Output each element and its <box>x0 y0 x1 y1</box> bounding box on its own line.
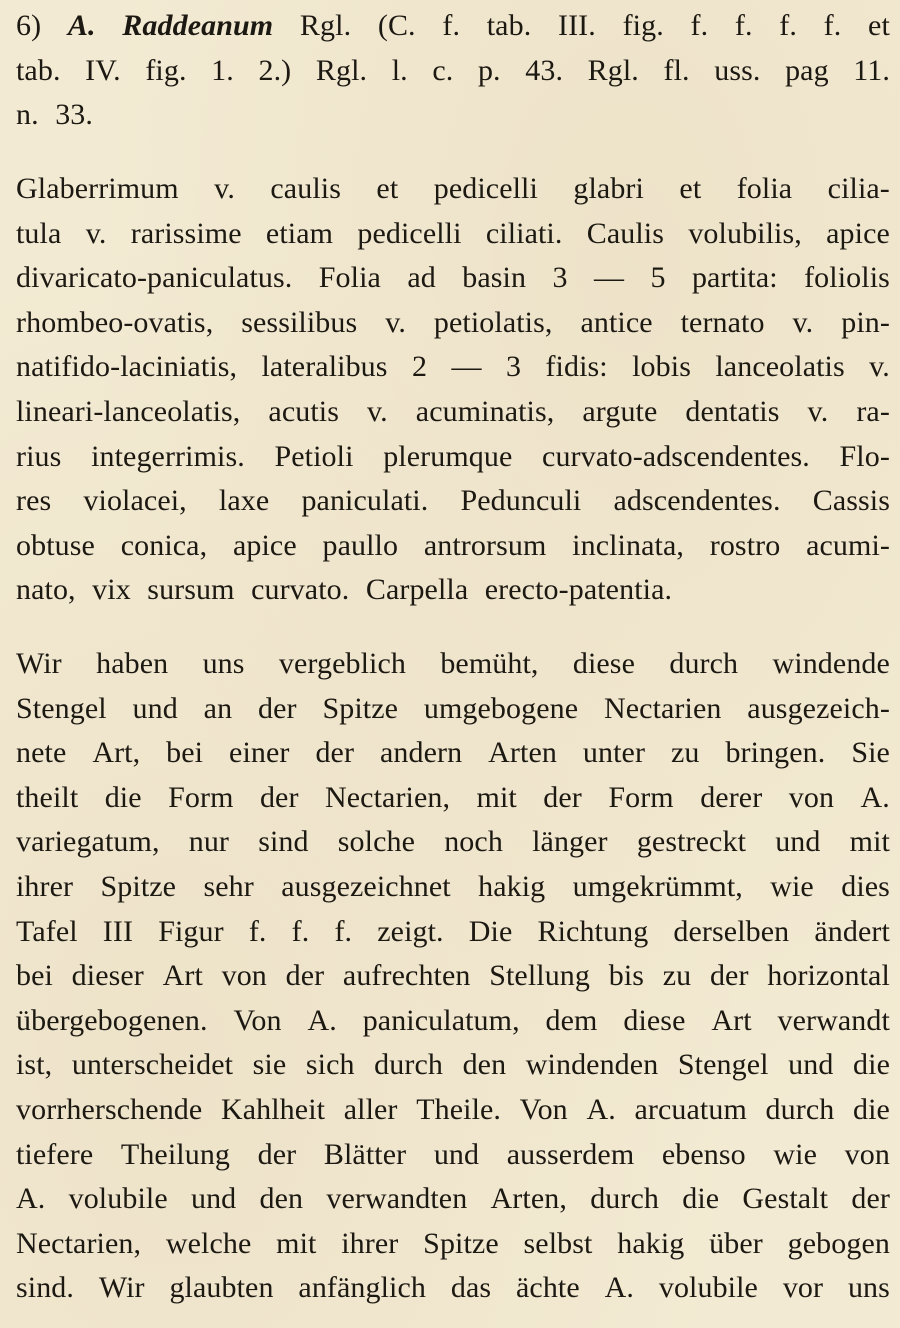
word: Wir <box>98 1271 145 1305</box>
word: adscendentes. <box>613 484 781 518</box>
word: Kahlheit <box>220 1092 326 1126</box>
text-line <box>16 390 890 435</box>
text-line <box>16 301 890 346</box>
text-line <box>16 865 890 910</box>
word: nur <box>188 825 230 859</box>
word: welche <box>165 1226 252 1260</box>
word: sie <box>252 1048 287 1082</box>
text-line <box>16 568 890 613</box>
word: dem <box>545 1003 598 1037</box>
text-line <box>16 776 890 821</box>
word: Rgl. <box>299 9 352 42</box>
word: unterscheidet <box>71 1048 234 1082</box>
word: uns <box>847 1271 890 1305</box>
word: einer <box>229 736 290 770</box>
word: selbst <box>523 1226 593 1260</box>
word: Arten <box>488 736 557 770</box>
word: zu <box>670 736 700 770</box>
word: bei <box>16 959 53 993</box>
word: fidis: <box>545 350 608 384</box>
word: dentatis <box>685 394 780 428</box>
word: acumi- <box>806 528 890 562</box>
word: pin- <box>841 305 890 339</box>
word: uns <box>202 647 245 680</box>
text-line <box>16 212 890 257</box>
word: pedicelli <box>433 172 538 205</box>
word: der <box>543 780 582 814</box>
word: Richtung <box>537 914 649 948</box>
word: f. <box>334 914 353 948</box>
word: ist, <box>16 1048 53 1082</box>
word: Von <box>233 1003 282 1037</box>
word: fl. <box>663 53 690 87</box>
word: Petioli <box>274 439 354 473</box>
word: (C. <box>377 9 416 42</box>
word: pedicelli <box>357 216 462 250</box>
text-line <box>16 256 890 301</box>
word: Form <box>608 780 674 814</box>
word: Gestalt <box>742 1182 829 1216</box>
word: die <box>853 1048 890 1082</box>
word: verwandt <box>777 1003 890 1037</box>
word: bis <box>608 959 645 993</box>
word: die <box>682 1182 720 1216</box>
word: plerumque <box>383 439 513 473</box>
word: von <box>844 1137 890 1171</box>
word: v. <box>869 350 890 384</box>
word: horizontal <box>767 959 890 993</box>
text-line <box>16 999 890 1044</box>
word: p. <box>477 53 501 87</box>
word: derselben <box>673 914 790 948</box>
word: mit <box>849 825 890 859</box>
word: fig. <box>622 9 664 42</box>
word: rostro <box>709 528 781 562</box>
word: bei <box>166 736 204 770</box>
word: Blätter <box>323 1137 407 1171</box>
word: caulis <box>270 172 341 205</box>
word: über <box>709 1226 763 1260</box>
word: paniculatum, <box>362 1003 520 1037</box>
word: ihrer <box>341 1226 399 1260</box>
word: die <box>104 780 142 814</box>
word: Cassis <box>812 484 890 518</box>
word: Flo- <box>839 439 890 473</box>
word: v. <box>367 394 388 428</box>
word: 2.) <box>258 53 292 87</box>
word: Glaberrimum <box>16 172 179 205</box>
word: tab. <box>16 53 61 87</box>
word: windende <box>772 647 890 680</box>
word: ausserdem <box>506 1137 635 1171</box>
word: petiolatis, <box>433 305 553 339</box>
word: diese <box>572 647 635 680</box>
word: Nectarien, <box>16 1226 142 1260</box>
word: nete <box>16 736 67 770</box>
word: violacei, <box>83 484 187 518</box>
word: apice <box>232 528 297 562</box>
word: übergebogenen. <box>16 1003 208 1037</box>
word: A. <box>67 9 96 42</box>
word: Tafel <box>16 914 78 948</box>
word: die <box>853 1092 890 1126</box>
word: aller <box>343 1092 398 1126</box>
word: ausgezeich- <box>747 691 890 725</box>
word: Stengel <box>677 1048 769 1082</box>
word: paniculati. <box>301 484 429 518</box>
word: basin <box>462 261 527 295</box>
word: der <box>257 1137 297 1171</box>
word: acutis <box>268 394 339 428</box>
species-heading <box>16 4 890 138</box>
word: der <box>258 691 297 725</box>
word: Form <box>168 780 234 814</box>
word: Stengel <box>16 691 107 725</box>
word: 1. <box>211 53 234 87</box>
word: 11. <box>853 53 890 87</box>
word: von <box>788 780 835 814</box>
word: Figur <box>158 914 224 948</box>
word: lineari-lanceolatis, <box>16 394 241 428</box>
text-line <box>16 345 890 390</box>
text-line <box>16 4 890 49</box>
word: verwandten <box>326 1182 468 1216</box>
word: variegatum, <box>16 825 160 859</box>
word: Theilung <box>120 1137 231 1171</box>
word: Stellung <box>489 959 591 993</box>
word: apice <box>826 216 890 250</box>
word: obtuse <box>16 528 95 562</box>
word: f. <box>734 9 753 42</box>
word: durch <box>765 1092 835 1126</box>
word: andern <box>379 736 463 770</box>
word: und <box>775 825 821 859</box>
word: an <box>203 691 233 725</box>
word: das <box>450 1271 492 1305</box>
word: 43. <box>525 53 564 87</box>
word: sich <box>305 1048 355 1082</box>
word: c. <box>432 53 454 87</box>
word: antice <box>580 305 653 339</box>
word: Arten, <box>490 1182 567 1216</box>
word: umgekrümmt, <box>572 869 743 903</box>
word: unter <box>582 736 646 770</box>
text-line <box>16 524 890 569</box>
word: Art <box>162 959 203 993</box>
text-line <box>16 820 890 865</box>
word: der <box>285 959 325 993</box>
word: f. <box>779 9 797 42</box>
word: v. <box>792 305 814 339</box>
word: volubilis, <box>688 216 802 250</box>
word: f. <box>442 9 461 42</box>
word: länger <box>532 825 608 859</box>
word: und <box>433 1137 480 1171</box>
word: conica, <box>120 528 208 562</box>
word: solche <box>337 825 416 859</box>
word: umgebogene <box>423 691 579 725</box>
word: natifido-laciniatis, <box>16 350 238 384</box>
word: mit <box>476 780 517 814</box>
latin-description-paragraph <box>16 167 890 613</box>
word: Wir <box>16 647 62 680</box>
word: und <box>132 691 178 725</box>
word: Von <box>519 1092 568 1126</box>
word: vix <box>92 573 131 607</box>
word: v. <box>385 305 406 339</box>
word: erecto-patentia. <box>484 573 673 607</box>
word: durch <box>590 1182 659 1216</box>
word: sursum <box>147 573 235 607</box>
word: wie <box>770 869 814 903</box>
word: fig. <box>145 53 187 87</box>
word: curvato-adscendentes. <box>542 439 810 473</box>
word: glaubten <box>169 1271 274 1305</box>
word: durch <box>374 1048 443 1082</box>
word: sind <box>258 825 309 859</box>
text-line <box>16 954 890 999</box>
word: A. <box>860 780 890 814</box>
text-line <box>16 479 890 524</box>
word: volubile <box>68 1182 168 1216</box>
word: inclinata, <box>572 528 684 562</box>
word: sehr <box>203 869 254 903</box>
word: ciliati. <box>485 216 563 250</box>
word: etiam <box>265 216 334 250</box>
word: — <box>593 261 625 295</box>
word: 2 <box>411 350 428 384</box>
word: argute <box>582 394 658 428</box>
word: bringen. <box>725 736 826 770</box>
text-line <box>16 1177 890 1222</box>
word: vor <box>782 1271 824 1305</box>
word: lanceolatis <box>715 350 845 384</box>
text-line <box>16 1133 890 1178</box>
word: antrorsum <box>423 528 547 562</box>
word: vergeblich <box>278 647 406 680</box>
word: sind. <box>16 1271 75 1305</box>
word: f. <box>291 914 310 948</box>
word: Folia <box>318 261 381 295</box>
word: gebogen <box>787 1226 890 1260</box>
text-line <box>16 167 890 212</box>
word: dieser <box>71 959 144 993</box>
word: cilia- <box>827 172 890 205</box>
word: dies <box>841 869 890 903</box>
text-line <box>16 1222 890 1267</box>
word: A. <box>16 1182 46 1216</box>
word: paullo <box>322 528 399 562</box>
word: acuminatis, <box>415 394 555 428</box>
text-line <box>16 93 890 138</box>
word: ternato <box>680 305 765 339</box>
word: f. <box>690 9 709 42</box>
word: III. <box>558 9 596 42</box>
word: Nectarien <box>603 691 722 725</box>
word: arcuatum <box>634 1092 747 1126</box>
word: anfänglich <box>298 1271 427 1305</box>
word: curvato. <box>251 573 350 607</box>
word: f. <box>248 914 267 948</box>
word: den <box>462 1048 507 1082</box>
word: partita: <box>691 261 778 295</box>
word: Caulis <box>586 216 665 250</box>
word: et <box>376 172 399 205</box>
word: rius <box>16 439 62 473</box>
word: nato, <box>16 573 76 607</box>
word: tab. <box>486 9 532 42</box>
word: hakig <box>478 869 546 903</box>
text-line <box>16 642 890 687</box>
word: Carpella <box>365 573 469 607</box>
word: tula <box>16 216 62 250</box>
text-line <box>16 910 890 955</box>
word: pag <box>785 53 829 87</box>
word: den <box>259 1182 304 1216</box>
word: Sie <box>851 736 890 770</box>
word: windenden <box>525 1048 659 1082</box>
word: rhombeo-ovatis, <box>16 305 214 339</box>
word: zeigt. <box>377 914 444 948</box>
word: ihrer <box>16 869 74 903</box>
word: IV. <box>85 53 121 87</box>
word: et <box>679 172 702 205</box>
word: — <box>451 350 482 384</box>
word: und <box>788 1048 834 1082</box>
word: Rgl. <box>587 53 639 87</box>
word: lateralibus <box>261 350 388 384</box>
word: gestreckt <box>636 825 747 859</box>
word: Rgl. <box>315 53 368 87</box>
word: Raddeanum <box>122 9 274 42</box>
word: 33. <box>55 98 94 132</box>
word: res <box>16 484 52 518</box>
word: A. <box>307 1003 337 1037</box>
word: v. <box>807 394 829 428</box>
word: uss. <box>714 53 761 87</box>
word: der <box>259 780 299 814</box>
text-line <box>16 1043 890 1088</box>
word: der <box>315 736 355 770</box>
text-line <box>16 1088 890 1133</box>
word: Pedunculi <box>460 484 582 518</box>
text-line <box>16 435 890 480</box>
word: 3 <box>505 350 522 384</box>
word: 5 <box>650 261 666 295</box>
word: l. <box>391 53 408 87</box>
word: Art, <box>92 736 141 770</box>
word: diese <box>623 1003 686 1037</box>
word: zu <box>662 959 692 993</box>
word: 3 <box>552 261 568 295</box>
word: sessilibus <box>241 305 358 339</box>
word: A. <box>604 1271 634 1305</box>
word: Nectarien, <box>325 780 451 814</box>
word: vorrherschende <box>16 1092 203 1126</box>
word: ra- <box>856 394 890 428</box>
word: Theile. <box>416 1092 502 1126</box>
word: Spitze <box>100 869 177 903</box>
word: folia <box>736 172 793 205</box>
word: 6) <box>16 9 42 42</box>
word: der <box>851 1182 890 1216</box>
word: haben <box>96 647 169 680</box>
word: lobis <box>632 350 691 384</box>
word: foliolis <box>804 261 890 295</box>
word: noch <box>444 825 503 859</box>
word: mit <box>276 1226 317 1260</box>
german-discussion-paragraph <box>16 642 890 1311</box>
word: glabri <box>573 172 644 205</box>
word: der <box>709 959 749 993</box>
word: ausgezeichnet <box>281 869 451 903</box>
text-line <box>16 731 890 776</box>
word: hakig <box>617 1226 685 1260</box>
word: Die <box>468 914 513 948</box>
word: n. <box>16 98 39 132</box>
word: von <box>221 959 267 993</box>
word: et <box>868 9 890 42</box>
word: aufrechten <box>342 959 471 993</box>
word: ändert <box>814 914 890 948</box>
word: und <box>190 1182 237 1216</box>
word: A. <box>586 1092 616 1126</box>
word: rarissime <box>130 216 242 250</box>
word: III <box>102 914 134 948</box>
word: durch <box>669 647 739 680</box>
word: wie <box>773 1137 818 1171</box>
word: integerrimis. <box>91 439 245 473</box>
word: v. <box>85 216 107 250</box>
word: divaricato-paniculatus. <box>16 261 293 295</box>
word: derer <box>700 780 763 814</box>
word: Spitze <box>322 691 399 725</box>
word: f. <box>823 9 842 42</box>
text-line <box>16 49 890 94</box>
word: ad <box>407 261 436 295</box>
word: v. <box>214 172 235 205</box>
text-line <box>16 687 890 732</box>
text-line <box>16 1266 890 1311</box>
word: volubile <box>658 1271 758 1305</box>
word: laxe <box>218 484 270 518</box>
word: ebenso <box>661 1137 746 1171</box>
word: tiefere <box>16 1137 94 1171</box>
word: bemüht, <box>440 647 539 680</box>
word: theilt <box>16 780 79 814</box>
word: ächte <box>516 1271 580 1305</box>
word: Spitze <box>423 1226 499 1260</box>
word: Art <box>711 1003 752 1037</box>
